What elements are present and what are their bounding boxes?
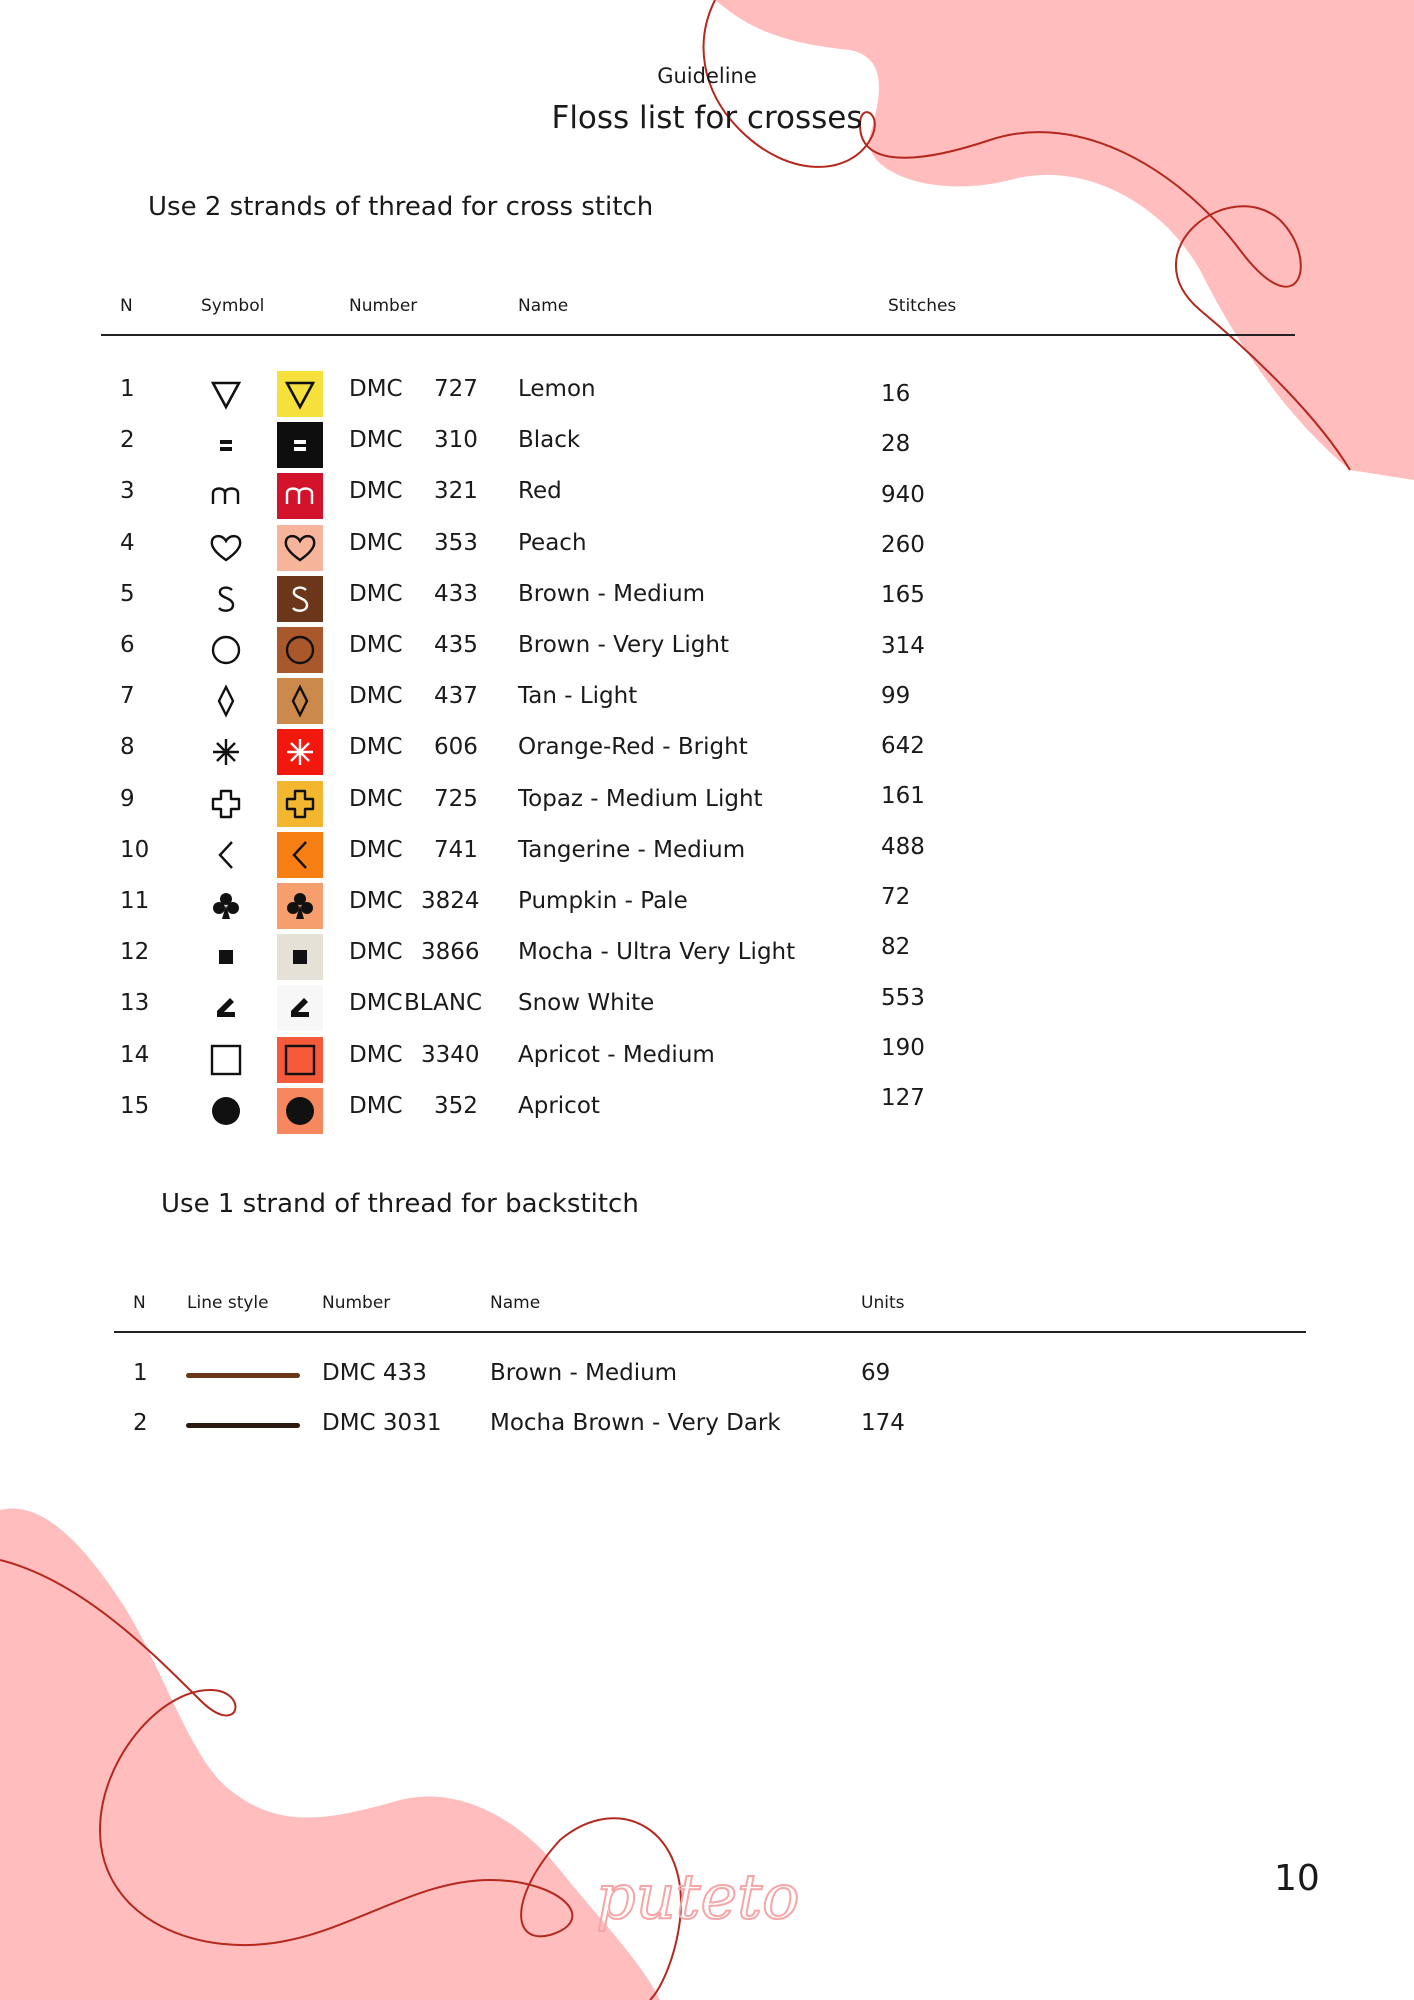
floss-name: Mocha - Ultra Very Light (518, 939, 796, 966)
color-swatch (277, 781, 323, 827)
color-swatch (277, 934, 323, 980)
floss-name: Brown - Very Light (518, 632, 729, 658)
stitch-count: 99 (881, 682, 911, 709)
row-number: 5 (120, 580, 135, 607)
floss-brand: DMC (349, 734, 403, 761)
heart-icon (208, 530, 244, 566)
stitch-count: 488 (881, 833, 925, 860)
floss-code: 3824 (421, 888, 480, 914)
floss-code: 353 (434, 529, 478, 556)
floss-name: Apricot (518, 1092, 600, 1119)
page-kicker: Guideline (657, 64, 757, 88)
row-number: 7 (120, 683, 135, 710)
color-swatch (277, 832, 323, 878)
color-swatch (277, 422, 323, 468)
color-swatch (277, 473, 323, 519)
floss-brand: DMC (349, 376, 403, 402)
bottom-left-blob (0, 1508, 660, 2000)
color-swatch (277, 678, 323, 724)
floss-brand: DMC (349, 836, 403, 863)
floss-code: 321 (434, 478, 478, 505)
triangle-down-icon (208, 376, 244, 412)
club-icon (208, 888, 244, 924)
row-number: 8 (120, 734, 135, 761)
floss-code: 725 (434, 785, 478, 812)
floss-code: 741 (434, 836, 478, 863)
stitch-count: 553 (881, 984, 925, 1011)
row-number: 12 (120, 939, 150, 966)
header-name: Name (518, 296, 569, 316)
floss-name: Tangerine - Medium (518, 836, 746, 863)
header-stitches: Stitches (888, 296, 957, 316)
brand-logo (590, 1860, 820, 1940)
color-swatch (277, 985, 323, 1031)
floss-code: BLANC (404, 990, 483, 1017)
back-table-rule (114, 1331, 1306, 1333)
cross-shape-icon (208, 786, 244, 822)
floss-name: Black (518, 427, 581, 454)
row-number: 1 (133, 1360, 148, 1386)
page-title: Floss list for crosses (551, 100, 863, 136)
stitch-count: 127 (881, 1085, 925, 1112)
floss-brand: DMC (349, 990, 403, 1017)
floss-name: Apricot - Medium (518, 1041, 715, 1068)
color-swatch (277, 371, 323, 417)
row-number: 3 (120, 478, 135, 505)
row-number: 13 (120, 990, 150, 1017)
stitch-count: 260 (881, 531, 925, 558)
floss-name: Orange-Red - Bright (518, 734, 748, 761)
row-number: 2 (120, 427, 135, 454)
floss-code: 3340 (421, 1041, 480, 1068)
stitch-count: 28 (881, 431, 911, 458)
row-number: 10 (120, 836, 150, 863)
line-style-sample (186, 1373, 300, 1378)
floss-name: Topaz - Medium Light (518, 785, 763, 812)
floss-number: DMC 3031 (322, 1410, 442, 1436)
header-number: Number (349, 296, 418, 316)
row-number: 6 (120, 632, 135, 658)
floss-name: Peach (518, 529, 587, 556)
stitch-count: 314 (881, 632, 925, 659)
asterisk-icon (208, 734, 244, 770)
cross-stitch-instruction: Use 2 strands of thread for cross stitch (148, 192, 654, 222)
brand-logo-text: puteto (596, 1860, 800, 1933)
floss-brand: DMC (349, 1041, 403, 1068)
row-number: 1 (120, 376, 135, 402)
floss-brand: DMC (349, 632, 403, 658)
header-n: N (133, 1293, 146, 1313)
floss-code: 3866 (421, 939, 480, 966)
floss-name: Red (518, 478, 562, 505)
color-swatch (277, 627, 323, 673)
page-number: 10 (1274, 1858, 1320, 1899)
floss-brand: DMC (349, 939, 403, 966)
floss-brand: DMC (349, 888, 403, 914)
color-swatch (277, 1037, 323, 1083)
color-swatch (277, 883, 323, 929)
circle-icon (208, 632, 244, 668)
row-number: 15 (120, 1092, 150, 1119)
slash-angle-icon (208, 990, 244, 1026)
floss-code: 433 (434, 580, 478, 607)
stitch-count: 190 (881, 1034, 925, 1061)
floss-brand: DMC (349, 529, 403, 556)
header-n: N (120, 296, 133, 316)
letter-m-icon (208, 478, 244, 514)
floss-code: 435 (434, 632, 478, 658)
floss-number: DMC 433 (322, 1360, 427, 1386)
row-number: 11 (120, 888, 150, 914)
floss-code: 352 (434, 1092, 478, 1119)
floss-name: Brown - Medium (518, 580, 706, 607)
floss-brand: DMC (349, 427, 403, 454)
floss-code: 727 (434, 376, 478, 402)
floss-name: Mocha Brown - Very Dark (490, 1410, 781, 1436)
units-count: 174 (861, 1410, 905, 1436)
filled-circle-icon (208, 1093, 244, 1129)
stitch-count: 82 (881, 934, 911, 961)
stitch-count: 940 (881, 481, 925, 508)
backstitch-instruction: Use 1 strand of thread for backstitch (161, 1189, 639, 1219)
units-count: 69 (861, 1360, 891, 1386)
color-swatch (277, 1088, 323, 1134)
small-square-icon (208, 939, 244, 975)
header-units: Units (861, 1293, 905, 1313)
floss-name: Pumpkin - Pale (518, 888, 688, 914)
floss-code: 437 (434, 683, 478, 710)
stitch-count: 165 (881, 582, 925, 609)
floss-name: Tan - Light (518, 683, 638, 710)
floss-code: 310 (434, 427, 478, 454)
header-line-style: Line style (187, 1293, 269, 1313)
color-swatch (277, 576, 323, 622)
floss-brand: DMC (349, 785, 403, 812)
stitch-count: 16 (881, 381, 911, 407)
header-name: Name (490, 1293, 541, 1313)
color-swatch (277, 525, 323, 571)
row-number: 14 (120, 1041, 150, 1068)
row-number: 9 (120, 785, 135, 812)
floss-name: Lemon (518, 376, 596, 402)
stitch-count: 161 (881, 783, 925, 810)
chevron-left-icon (208, 837, 244, 873)
stitch-count: 642 (881, 733, 925, 760)
floss-name: Snow White (518, 990, 655, 1017)
equals-icon (208, 427, 244, 463)
diamond-icon (208, 683, 244, 719)
floss-brand: DMC (349, 1092, 403, 1119)
row-number: 4 (120, 529, 135, 556)
color-swatch (277, 729, 323, 775)
floss-name: Brown - Medium (490, 1360, 678, 1386)
letter-s-icon (208, 581, 244, 617)
floss-brand: DMC (349, 478, 403, 505)
square-outline-icon (208, 1042, 244, 1078)
row-number: 2 (133, 1410, 148, 1436)
line-style-sample (186, 1423, 300, 1428)
header-number: Number (322, 1293, 391, 1313)
floss-brand: DMC (349, 683, 403, 710)
floss-brand: DMC (349, 580, 403, 607)
floss-code: 606 (434, 734, 478, 761)
stitch-count: 72 (881, 884, 911, 910)
cross-table-rule (101, 334, 1295, 336)
header-symbol: Symbol (201, 296, 265, 316)
